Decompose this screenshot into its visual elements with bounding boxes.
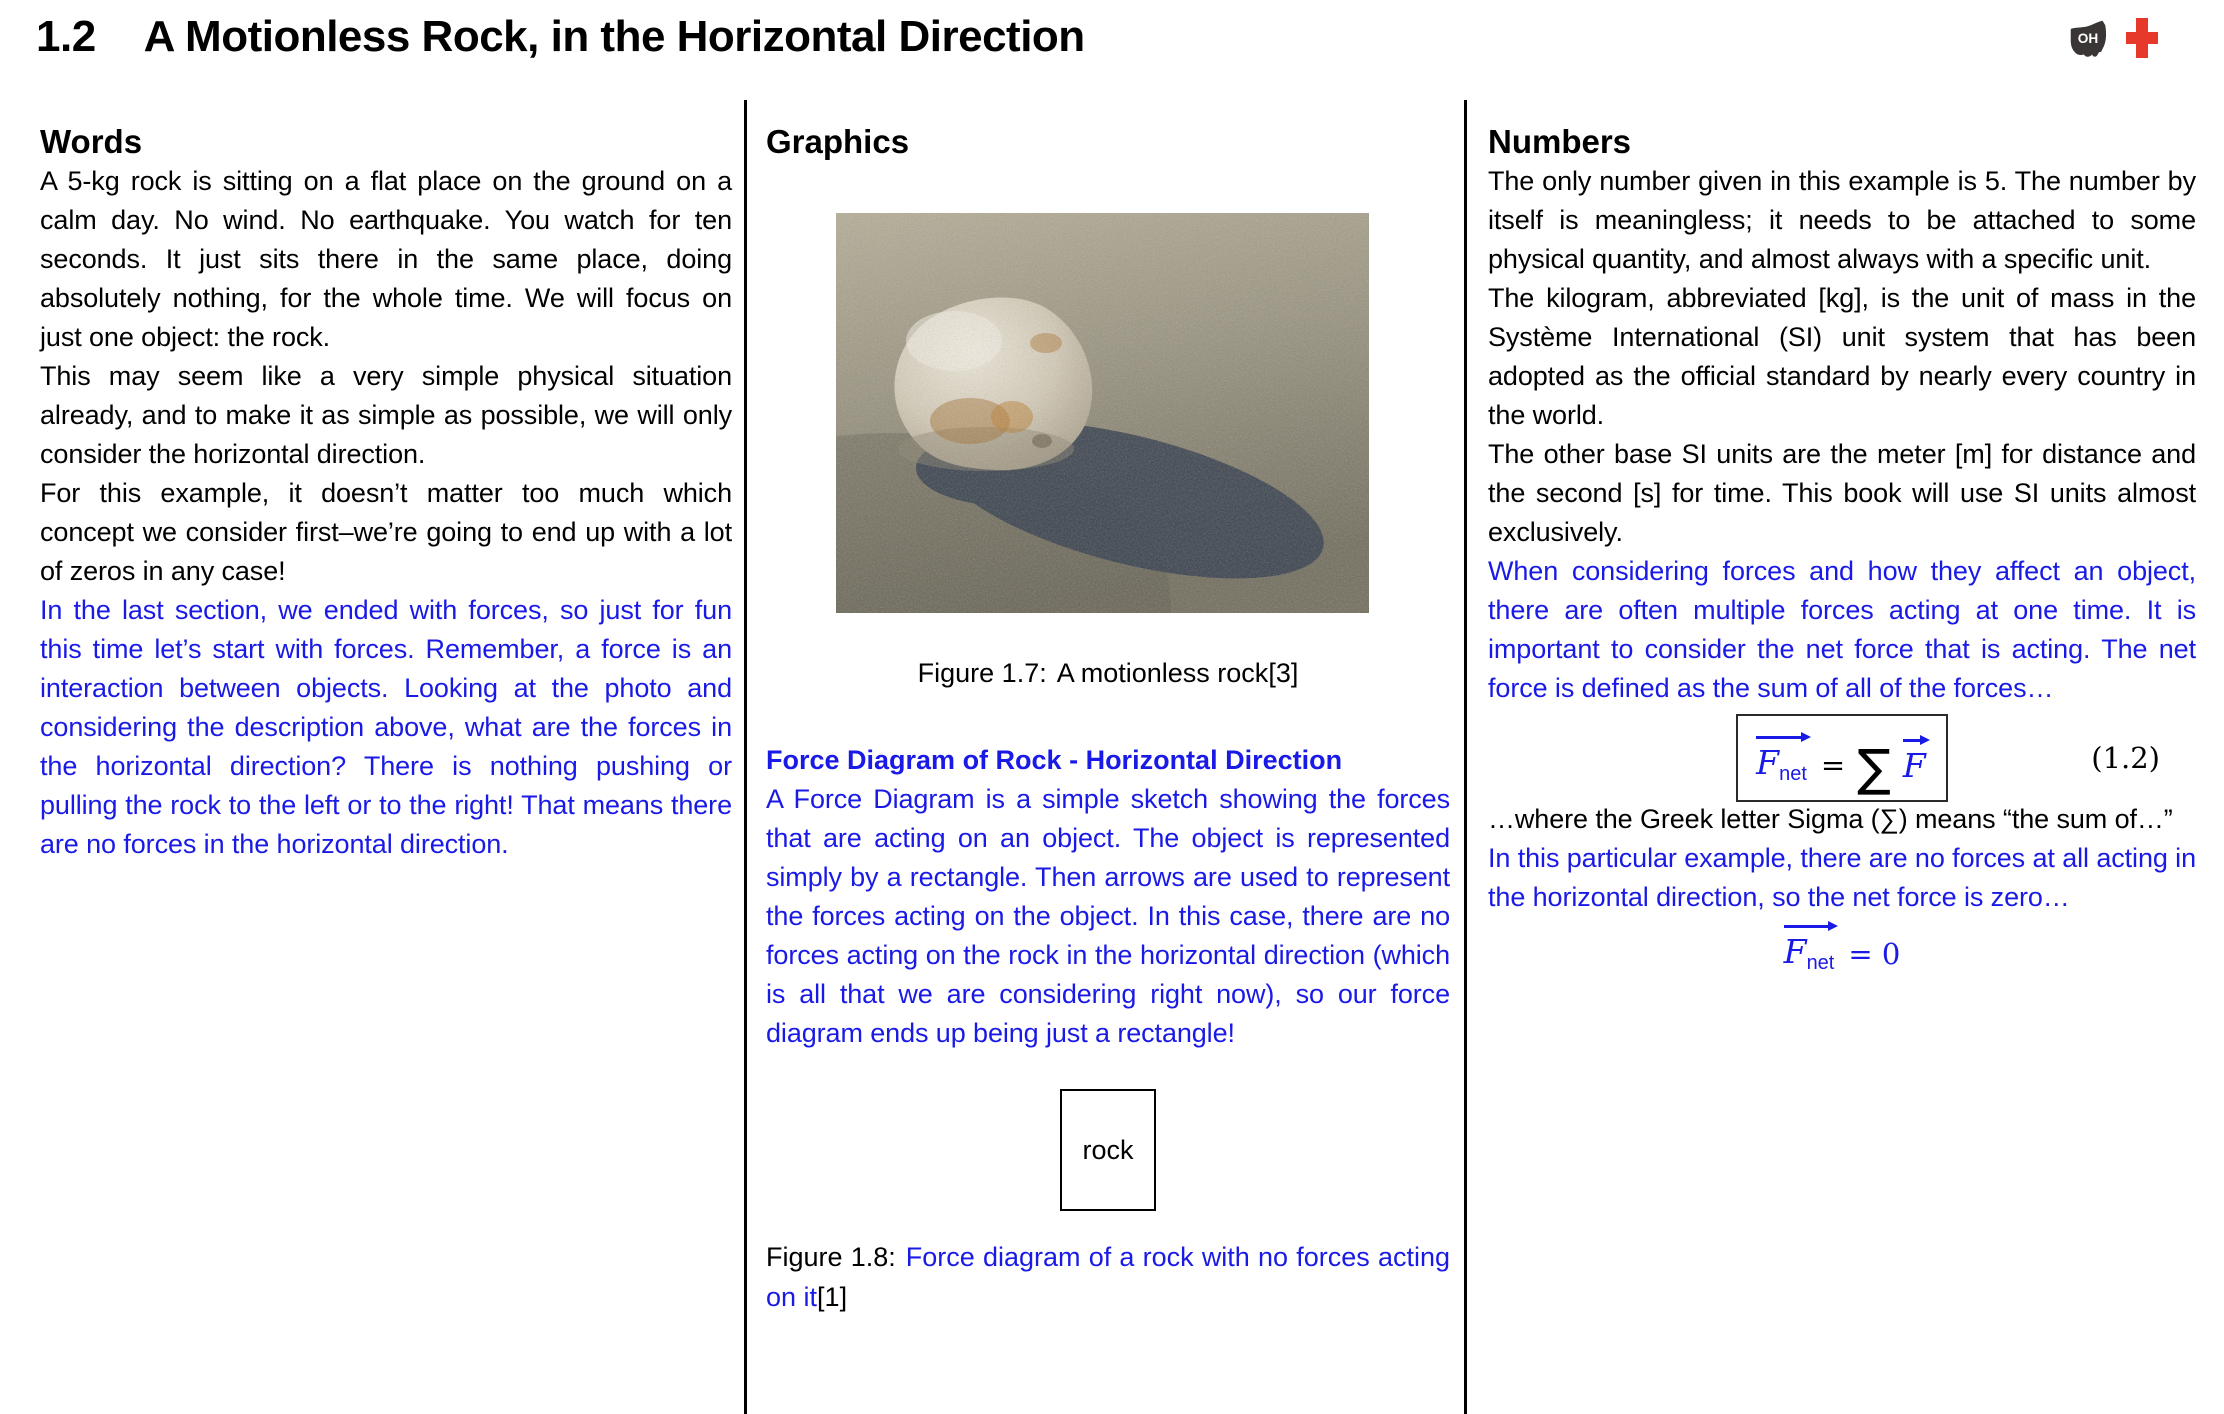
section-number: 1.2 (36, 12, 96, 61)
column-divider-right (1464, 100, 1467, 1414)
sigma-note: …where the Greek letter Sigma (∑) means “the sum of…” (1488, 804, 2173, 834)
graphics-heading: Graphics (766, 123, 910, 160)
figure-1-8-text: Force diagram of a rock with no forces acting on it (766, 1242, 1450, 1312)
numbers-paragraph-2: The kilogram, abbreviated [kg], is the unit of mass in the Système International (SI) unit system that has been adopted as the official standard by nearly every country in the world. (1488, 283, 2196, 430)
words-column (40, 122, 732, 864)
figure-1-8-label: Figure 1.8: (766, 1242, 896, 1272)
figure-1-8-ref: [1] (817, 1282, 848, 1312)
numbers-paragraph-1: The only number given in this example is 5. The number by itself is meaningless; it needs to be attached to some physical quantity, and almost always with a specific unit. (1488, 166, 2196, 274)
figure-1-7-label: Figure 1.7: (917, 658, 1047, 688)
section-heading (36, 12, 1085, 62)
graphics-column (766, 122, 1450, 1344)
words-heading: Words (40, 123, 143, 160)
equation-1-2-row (1488, 716, 2196, 800)
column-divider-left (744, 100, 747, 1414)
net-force-equation (1736, 714, 1948, 802)
rock-photo (836, 213, 1369, 613)
equals-zero: = 0 (1848, 937, 1901, 971)
header-icons (2068, 16, 2160, 60)
figure-1-7-ref: [3] (1268, 658, 1299, 688)
net-force-zero-equation (1488, 919, 2196, 973)
force-diagram-section (766, 741, 1450, 1053)
f-net-vector: $F_{net}$ (1756, 743, 1807, 785)
force-diagram-object-label: rock (1082, 1134, 1134, 1165)
equation-number: (1.2) (2091, 741, 2160, 775)
words-paragraph-1: A 5-kg rock is sitting on a flat place on the ground on a calm day. No wind. No earthquake. You watch for ten seconds. It just sits there in the same place, doing absolutely nothing, for the whole time. We will focus on just one object: the rock. (40, 166, 732, 352)
red-cross-icon (2124, 16, 2160, 60)
words-paragraph-4: In the last section, we ended with forces, so just for fun this time let’s start with forces. Remember, a force is an interaction between objects. Looking at the photo and considering the description above, what are the forces in the horizontal direction? There is nothing pushing or pulling the rock to the left or to the right! That means there are no forces in the horizontal direction. (40, 595, 732, 859)
figure-1-7-caption (766, 655, 1450, 691)
numbers-column (1488, 122, 2196, 973)
f-net-vector-zero: $F_{net}$ (1783, 932, 1835, 974)
f-vector: F (1902, 745, 1926, 785)
numbers-paragraph-4: When considering forces and how they affect an object, there are often multiple forces acting at one time. It is important to consider the net force that is acting. The net force is defined as the sum of all of the forces… (1488, 556, 2196, 703)
figure-1-7-text: A motionless rock (1056, 658, 1269, 688)
page-title: A Motionless Rock, in the Horizontal Direction (143, 12, 1085, 61)
sigma-sum-symbol: ∑ (1857, 739, 1891, 797)
force-diagram-rectangle (1060, 1089, 1156, 1211)
figure-1-8-caption (766, 1237, 1450, 1317)
ohio-state-icon (2068, 17, 2108, 59)
force-diagram-heading: Force Diagram of Rock - Horizontal Direction (766, 745, 1343, 775)
words-paragraph-3: For this example, it doesn’t matter too much which concept we consider first–we’re going to end up with a lot of zeros in any case! (40, 478, 732, 586)
svg-text:OH: OH (2077, 31, 2099, 46)
numbers-paragraph-3: The other base SI units are the meter [m] for distance and the second [s] for time. This book will use SI units almost exclusively. (1488, 439, 2196, 547)
numbers-heading: Numbers (1488, 123, 1632, 160)
force-diagram-paragraph: A Force Diagram is a simple sketch showing the forces that are acting on an object. The object is represented simply by a rectangle. Then arrows are used to represent the forces acting on the object. In this case, there are no forces acting on the rock in the horizontal direction (which is all that we are considering right now), so our force diagram ends up being just a rectangle! (766, 784, 1450, 1048)
words-paragraph-2: This may seem like a very simple physical situation already, and to make it as simple as possible, we will only consider the horizontal direction. (40, 361, 732, 469)
numbers-paragraph-5: In this particular example, there are no forces at all acting in the horizontal direction, so the net force is zero… (1488, 843, 2196, 912)
equals-sign: = (1820, 748, 1846, 782)
